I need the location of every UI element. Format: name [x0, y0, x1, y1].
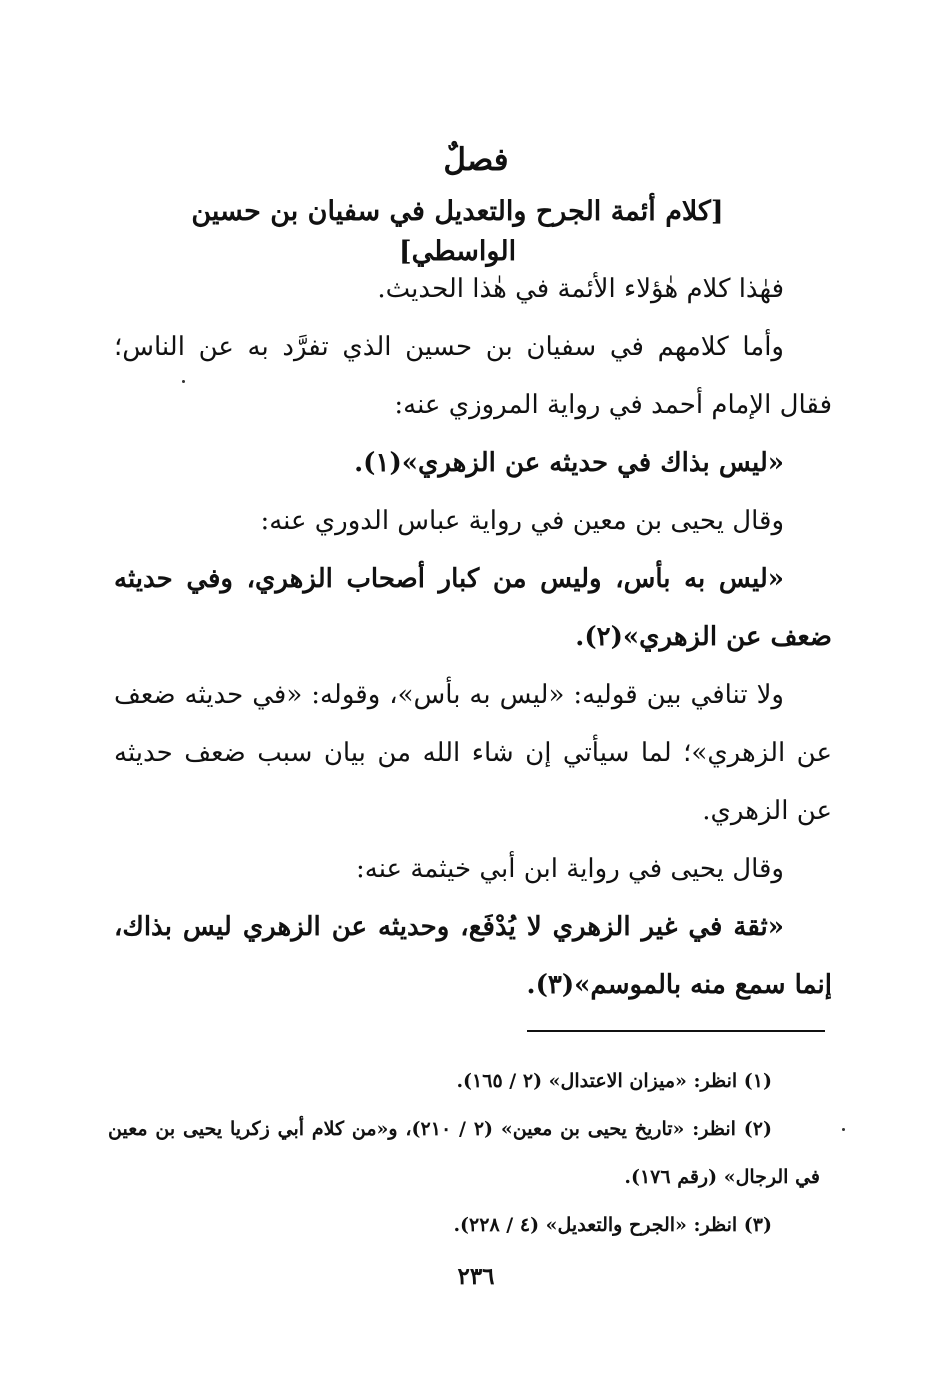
paragraph-4: وقال يحيى بن معين في رواية عباس الدوري عنه:: [260, 506, 784, 536]
main-text: [114, 260, 832, 1014]
paragraph-7: وقال يحيى في رواية ابن أبي خيثمة عنه:: [356, 854, 784, 884]
quote-ahmad: «ليس بذاك في حديثه عن الزهري»(١).: [354, 448, 784, 478]
footnote-1: (١) انظر: «ميزان الاعتدال» (٢ / ١٦٥).: [456, 1070, 772, 1092]
page-number: ٢٣٦: [457, 1263, 495, 1290]
footnote-3: (٣) انظر: «الجرح والتعديل» (٤ / ٢٢٨).: [453, 1214, 772, 1236]
scan-speck: [182, 380, 185, 383]
chapter-heading: فصلٌ: [443, 142, 509, 178]
scan-speck: [842, 1128, 845, 1131]
paragraph-6: ولا تنافي بين قوليه: «ليس به بأس»، وقوله: «في حديثه ضعف عن الزهري»؛ لما سيأتي إن شاء الله من بيان سبب ضعف حديثه عن الزهري.: [114, 680, 832, 826]
footnote-separator: [527, 1030, 825, 1032]
footnotes: [108, 1057, 820, 1249]
section-title: [كلام أئمة الجرح والتعديل في سفيان بن حسين الواسطي]: [191, 196, 724, 267]
quote-ibn-abi-khaythama: «ثقة في غير الزهري لا يُدْفَع، وحديثه عن الزهري ليس بذاك، إنما سمع منه بالموسم»(٣).: [114, 912, 832, 1000]
footnote-2: (٢) انظر: «تاريخ يحيى بن معين» (٢ / ٢١٠)، و«من كلام أبي زكريا يحيى بن معين في الرجال» (رقم ١٧٦).: [108, 1118, 820, 1188]
quote-ibn-main-dawri: «ليس به بأس، وليس من كبار أصحاب الزهري، وفي حديثه ضعف عن الزهري»(٢).: [114, 564, 832, 652]
paragraph-1: فهٰذا كلام هٰؤلاء الأئمة في هٰذا الحديث.: [377, 274, 784, 304]
paragraph-2: وأما كلامهم في سفيان بن حسين الذي تفرَّد به عن الناس؛ فقال الإمام أحمد في رواية المروزي عنه:: [114, 332, 832, 420]
